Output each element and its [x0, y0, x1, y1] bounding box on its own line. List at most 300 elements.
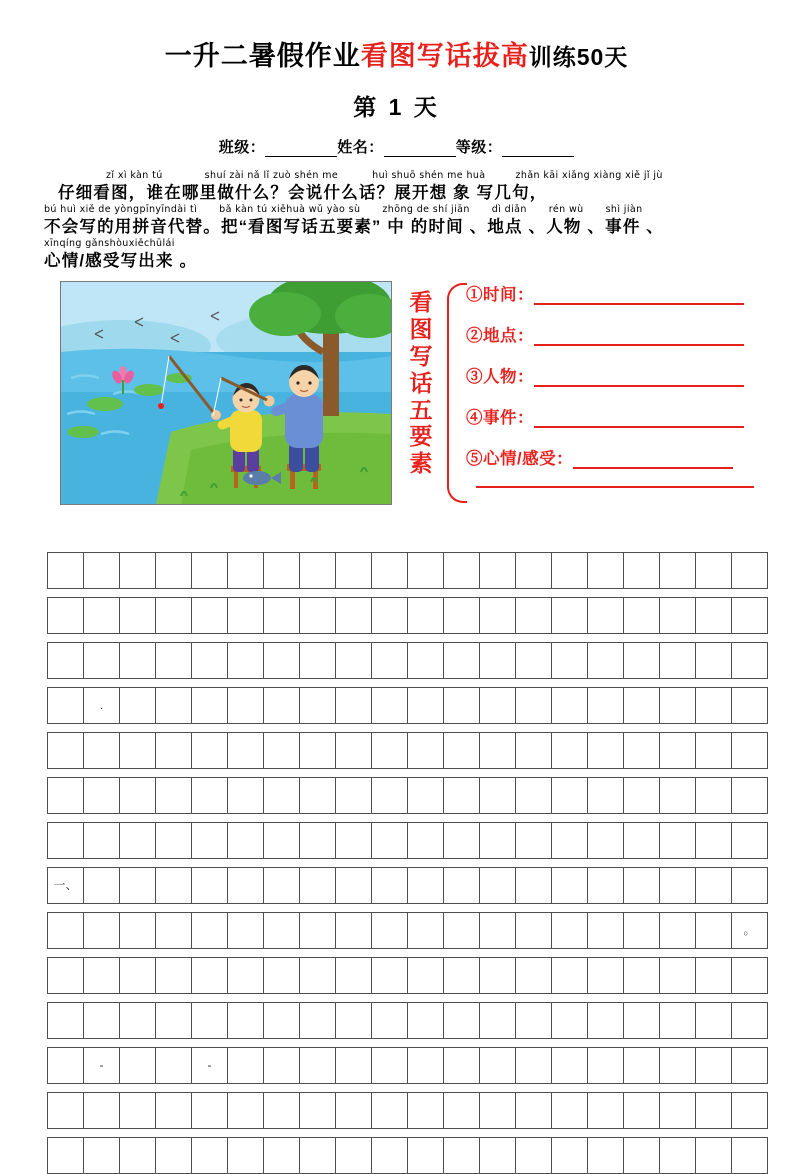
- grid-cell[interactable]: [192, 598, 228, 634]
- grid-cell[interactable]: [300, 1048, 336, 1084]
- grid-cell[interactable]: [408, 958, 444, 994]
- grid-cell[interactable]: [516, 598, 552, 634]
- grid-cell[interactable]: [372, 553, 408, 589]
- grid-cell[interactable]: [696, 778, 732, 814]
- grid-cell[interactable]: [624, 733, 660, 769]
- grid-cell[interactable]: [156, 913, 192, 949]
- grid-cell[interactable]: [48, 553, 84, 589]
- grid-cell[interactable]: [624, 643, 660, 679]
- grid-cell[interactable]: [588, 598, 624, 634]
- grid-cell[interactable]: [552, 1138, 588, 1174]
- grid-cell[interactable]: [84, 958, 120, 994]
- grid-cell[interactable]: [156, 778, 192, 814]
- grid-cell[interactable]: [660, 688, 696, 724]
- grid-cell[interactable]: [372, 958, 408, 994]
- grid-cell[interactable]: [660, 913, 696, 949]
- grid-cell[interactable]: [516, 643, 552, 679]
- grid-cell[interactable]: [84, 778, 120, 814]
- grid-cell[interactable]: [120, 553, 156, 589]
- grid-cell[interactable]: [192, 733, 228, 769]
- grid-cell[interactable]: [228, 1048, 264, 1084]
- grid-cell[interactable]: [264, 958, 300, 994]
- grid-cell[interactable]: [156, 958, 192, 994]
- element-blank-place[interactable]: [534, 328, 744, 346]
- grid-cell[interactable]: [48, 823, 84, 859]
- grid-cell[interactable]: [48, 958, 84, 994]
- grid-cell[interactable]: [696, 1138, 732, 1174]
- grid-cell[interactable]: [120, 778, 156, 814]
- grid-cell[interactable]: [516, 1093, 552, 1129]
- grid-cell[interactable]: [516, 688, 552, 724]
- grid-cell[interactable]: [588, 913, 624, 949]
- grid-cell[interactable]: [84, 1093, 120, 1129]
- grid-cell[interactable]: [48, 1048, 84, 1084]
- grid-cell[interactable]: [624, 1093, 660, 1129]
- grid-cell[interactable]: [48, 688, 84, 724]
- table-row[interactable]: [48, 1138, 768, 1174]
- grid-cell[interactable]: [192, 1003, 228, 1039]
- grid-cell[interactable]: [120, 958, 156, 994]
- grid-cell[interactable]: [588, 733, 624, 769]
- grid-cell[interactable]: [624, 913, 660, 949]
- grid-cell[interactable]: [516, 733, 552, 769]
- grid-cell[interactable]: [516, 958, 552, 994]
- grid-cell[interactable]: [588, 823, 624, 859]
- grid-cell[interactable]: [444, 598, 480, 634]
- grid-cell[interactable]: [408, 1138, 444, 1174]
- grid-cell[interactable]: [336, 1093, 372, 1129]
- grid-cell[interactable]: [300, 1093, 336, 1129]
- grid-cell[interactable]: [228, 868, 264, 904]
- grid-cell[interactable]: [264, 1138, 300, 1174]
- grid-cell[interactable]: [696, 733, 732, 769]
- grid-cell[interactable]: [660, 823, 696, 859]
- grid-cell[interactable]: [264, 823, 300, 859]
- grid-cell[interactable]: [624, 868, 660, 904]
- grid-cell[interactable]: [732, 958, 768, 994]
- grid-cell[interactable]: [696, 868, 732, 904]
- grid-cell[interactable]: [696, 913, 732, 949]
- grid-cell[interactable]: [732, 868, 768, 904]
- grid-cell[interactable]: [552, 913, 588, 949]
- grid-cell[interactable]: [588, 958, 624, 994]
- grid-cell[interactable]: [156, 1003, 192, 1039]
- grid-cell[interactable]: [480, 598, 516, 634]
- grid-cell[interactable]: [228, 1093, 264, 1129]
- table-row[interactable]: [48, 913, 768, 949]
- grid-cell[interactable]: [552, 778, 588, 814]
- grid-cell[interactable]: [336, 1138, 372, 1174]
- grid-cell[interactable]: [408, 823, 444, 859]
- grid-cell[interactable]: [120, 1003, 156, 1039]
- table-row[interactable]: [48, 688, 768, 724]
- grid-cell[interactable]: [84, 688, 120, 724]
- grid-cell[interactable]: [336, 688, 372, 724]
- grid-cell[interactable]: [84, 1048, 120, 1084]
- writing-grid[interactable]: [47, 552, 756, 1174]
- grid-cell[interactable]: [336, 733, 372, 769]
- grid-cell[interactable]: [408, 688, 444, 724]
- grid-cell[interactable]: [588, 1003, 624, 1039]
- grid-cell[interactable]: [660, 1138, 696, 1174]
- grid-cell[interactable]: [660, 643, 696, 679]
- grid-cell[interactable]: [372, 868, 408, 904]
- grid-cell[interactable]: [192, 643, 228, 679]
- table-row[interactable]: [48, 643, 768, 679]
- grid-cell[interactable]: [120, 733, 156, 769]
- grid-cell[interactable]: [228, 778, 264, 814]
- grid-cell[interactable]: [624, 598, 660, 634]
- grid-cell[interactable]: [120, 1093, 156, 1129]
- grid-cell[interactable]: [120, 868, 156, 904]
- grid-cell[interactable]: [552, 1048, 588, 1084]
- grid-cell[interactable]: [48, 868, 84, 904]
- grid-cell[interactable]: [48, 598, 84, 634]
- grid-cell[interactable]: [120, 643, 156, 679]
- table-row[interactable]: [48, 958, 768, 994]
- grid-cell[interactable]: [516, 823, 552, 859]
- grid-cell[interactable]: [120, 913, 156, 949]
- grid-cell[interactable]: [588, 778, 624, 814]
- grid-cell[interactable]: [120, 1048, 156, 1084]
- grid-cell[interactable]: [552, 958, 588, 994]
- grid-cell[interactable]: [192, 1138, 228, 1174]
- grid-cell[interactable]: [156, 1093, 192, 1129]
- grid-cell[interactable]: [444, 913, 480, 949]
- grid-cell[interactable]: [444, 688, 480, 724]
- grid-cell[interactable]: [516, 1003, 552, 1039]
- grid-cell[interactable]: [84, 868, 120, 904]
- grid-cell[interactable]: [552, 1003, 588, 1039]
- grid-cell[interactable]: [192, 868, 228, 904]
- grid-cell[interactable]: [732, 778, 768, 814]
- table-row[interactable]: [48, 553, 768, 589]
- grid-cell[interactable]: [228, 823, 264, 859]
- grid-cell[interactable]: [408, 553, 444, 589]
- grade-blank[interactable]: [502, 141, 574, 157]
- grid-cell[interactable]: [444, 778, 480, 814]
- grid-cell[interactable]: [84, 1003, 120, 1039]
- grid-cell[interactable]: [372, 1093, 408, 1129]
- grid-cell[interactable]: [264, 1048, 300, 1084]
- grid-cell[interactable]: [696, 1048, 732, 1084]
- grid-cell[interactable]: [660, 598, 696, 634]
- grid-cell[interactable]: [624, 778, 660, 814]
- grid-cell[interactable]: [408, 643, 444, 679]
- grid-cell[interactable]: [696, 598, 732, 634]
- grid-cell[interactable]: [588, 1138, 624, 1174]
- grid-cell[interactable]: [156, 1138, 192, 1174]
- grid-cell[interactable]: [120, 598, 156, 634]
- grid-cell[interactable]: [624, 688, 660, 724]
- grid-cell[interactable]: [444, 868, 480, 904]
- grid-cell[interactable]: [696, 553, 732, 589]
- grid-cell[interactable]: [588, 688, 624, 724]
- grid-cell[interactable]: [732, 688, 768, 724]
- grid-cell[interactable]: [264, 643, 300, 679]
- grid-cell[interactable]: [300, 598, 336, 634]
- grid-cell[interactable]: [660, 868, 696, 904]
- grid-cell[interactable]: [228, 553, 264, 589]
- grid-cell[interactable]: [264, 553, 300, 589]
- grid-cell[interactable]: [48, 1003, 84, 1039]
- grid-cell[interactable]: [84, 823, 120, 859]
- grid-cell[interactable]: [300, 1003, 336, 1039]
- grid-cell[interactable]: [336, 823, 372, 859]
- grid-cell[interactable]: [552, 733, 588, 769]
- grid-cell[interactable]: [156, 553, 192, 589]
- grid-cell[interactable]: [660, 1048, 696, 1084]
- grid-cell[interactable]: [624, 1048, 660, 1084]
- grid-cell[interactable]: [336, 1048, 372, 1084]
- grid-cell[interactable]: [480, 778, 516, 814]
- grid-cell[interactable]: [192, 1093, 228, 1129]
- grid-cell[interactable]: [84, 598, 120, 634]
- grid-cell[interactable]: [660, 778, 696, 814]
- grid-cell[interactable]: [552, 1093, 588, 1129]
- element-blank-feeling[interactable]: [573, 451, 733, 469]
- table-row[interactable]: [48, 1048, 768, 1084]
- grid-cell[interactable]: [300, 778, 336, 814]
- grid-cell[interactable]: [732, 1048, 768, 1084]
- element-blank-time[interactable]: [534, 287, 744, 305]
- grid-cell[interactable]: [228, 733, 264, 769]
- grid-cell[interactable]: [228, 958, 264, 994]
- grid-cell[interactable]: [444, 823, 480, 859]
- grid-cell[interactable]: [696, 958, 732, 994]
- grid-cell[interactable]: [228, 1003, 264, 1039]
- grid-cell[interactable]: [264, 1093, 300, 1129]
- grid-cell[interactable]: [552, 553, 588, 589]
- grid-cell[interactable]: [336, 868, 372, 904]
- name-blank[interactable]: [384, 141, 456, 157]
- grid-cell[interactable]: [444, 958, 480, 994]
- element-blank-feeling-overflow[interactable]: [476, 486, 754, 488]
- grid-cell[interactable]: [552, 868, 588, 904]
- grid-cell[interactable]: [156, 733, 192, 769]
- grid-cell[interactable]: [336, 553, 372, 589]
- grid-cell[interactable]: [444, 733, 480, 769]
- grid-cell[interactable]: [372, 643, 408, 679]
- grid-cell[interactable]: [372, 1048, 408, 1084]
- grid-cell[interactable]: [516, 913, 552, 949]
- writing-grid-table[interactable]: [47, 552, 768, 1174]
- grid-cell[interactable]: [300, 823, 336, 859]
- grid-cell[interactable]: [588, 553, 624, 589]
- grid-cell[interactable]: [84, 1138, 120, 1174]
- grid-cell[interactable]: [336, 1003, 372, 1039]
- grid-cell[interactable]: [156, 598, 192, 634]
- grid-cell[interactable]: [372, 823, 408, 859]
- grid-cell[interactable]: [552, 688, 588, 724]
- grid-cell[interactable]: [48, 1093, 84, 1129]
- grid-cell[interactable]: [444, 1093, 480, 1129]
- grid-cell[interactable]: [516, 1048, 552, 1084]
- grid-cell[interactable]: [84, 553, 120, 589]
- grid-cell[interactable]: [336, 598, 372, 634]
- grid-cell[interactable]: [732, 1093, 768, 1129]
- grid-cell[interactable]: [372, 688, 408, 724]
- grid-cell[interactable]: [480, 688, 516, 724]
- grid-cell[interactable]: [732, 1138, 768, 1174]
- grid-cell[interactable]: [408, 868, 444, 904]
- grid-cell[interactable]: [48, 1138, 84, 1174]
- grid-cell[interactable]: [192, 553, 228, 589]
- grid-cell[interactable]: [48, 778, 84, 814]
- grid-cell[interactable]: [156, 823, 192, 859]
- grid-cell[interactable]: [192, 823, 228, 859]
- grid-cell[interactable]: [192, 958, 228, 994]
- element-blank-people[interactable]: [534, 369, 744, 387]
- grid-cell[interactable]: [300, 868, 336, 904]
- grid-cell[interactable]: [192, 778, 228, 814]
- grid-cell[interactable]: [552, 823, 588, 859]
- grid-cell[interactable]: [120, 823, 156, 859]
- grid-cell[interactable]: [660, 1093, 696, 1129]
- grid-cell[interactable]: [552, 598, 588, 634]
- grid-cell[interactable]: [264, 688, 300, 724]
- grid-cell[interactable]: [660, 958, 696, 994]
- grid-cell[interactable]: [264, 913, 300, 949]
- grid-cell[interactable]: [588, 1093, 624, 1129]
- grid-cell[interactable]: [336, 958, 372, 994]
- grid-cell[interactable]: [264, 778, 300, 814]
- grid-cell[interactable]: [624, 1003, 660, 1039]
- grid-cell[interactable]: [300, 643, 336, 679]
- grid-cell[interactable]: [408, 733, 444, 769]
- grid-cell[interactable]: [300, 688, 336, 724]
- grid-cell[interactable]: [732, 1003, 768, 1039]
- grid-cell[interactable]: [516, 1138, 552, 1174]
- grid-cell[interactable]: [516, 778, 552, 814]
- grid-cell[interactable]: [372, 733, 408, 769]
- grid-cell[interactable]: [372, 778, 408, 814]
- grid-cell[interactable]: [732, 733, 768, 769]
- grid-cell[interactable]: [300, 553, 336, 589]
- grid-cell[interactable]: [336, 913, 372, 949]
- grid-cell[interactable]: [156, 868, 192, 904]
- grid-cell[interactable]: [732, 553, 768, 589]
- table-row[interactable]: [48, 823, 768, 859]
- table-row[interactable]: [48, 1093, 768, 1129]
- grid-cell[interactable]: [444, 1048, 480, 1084]
- grid-cell[interactable]: [228, 598, 264, 634]
- grid-cell[interactable]: [624, 1138, 660, 1174]
- grid-cell[interactable]: [480, 643, 516, 679]
- grid-cell[interactable]: [588, 643, 624, 679]
- grid-cell[interactable]: [408, 778, 444, 814]
- grid-cell[interactable]: [732, 643, 768, 679]
- grid-cell[interactable]: [192, 688, 228, 724]
- grid-cell[interactable]: [480, 823, 516, 859]
- grid-cell[interactable]: [84, 913, 120, 949]
- grid-cell[interactable]: [120, 1138, 156, 1174]
- grid-cell[interactable]: [444, 1003, 480, 1039]
- grid-cell[interactable]: [696, 688, 732, 724]
- grid-cell[interactable]: [480, 958, 516, 994]
- grid-cell[interactable]: [480, 913, 516, 949]
- grid-cell[interactable]: [84, 643, 120, 679]
- grid-cell[interactable]: [408, 1093, 444, 1129]
- grid-cell[interactable]: [156, 643, 192, 679]
- grid-cell[interactable]: [300, 733, 336, 769]
- grid-cell[interactable]: [480, 553, 516, 589]
- grid-cell[interactable]: [264, 598, 300, 634]
- grid-cell[interactable]: [516, 553, 552, 589]
- grid-cell[interactable]: [696, 1003, 732, 1039]
- grid-cell[interactable]: [660, 553, 696, 589]
- grid-cell[interactable]: [84, 733, 120, 769]
- grid-cell[interactable]: [732, 823, 768, 859]
- grid-cell[interactable]: [156, 688, 192, 724]
- grid-cell[interactable]: [300, 1138, 336, 1174]
- grid-cell[interactable]: [480, 1003, 516, 1039]
- grid-cell[interactable]: [228, 688, 264, 724]
- class-blank[interactable]: [265, 141, 337, 157]
- grid-cell[interactable]: [408, 1048, 444, 1084]
- grid-cell[interactable]: [732, 913, 768, 949]
- grid-cell[interactable]: [660, 1003, 696, 1039]
- grid-cell[interactable]: [120, 688, 156, 724]
- grid-cell[interactable]: [48, 643, 84, 679]
- grid-cell[interactable]: [552, 643, 588, 679]
- grid-cell[interactable]: [300, 913, 336, 949]
- grid-cell[interactable]: [480, 1093, 516, 1129]
- grid-cell[interactable]: [444, 643, 480, 679]
- grid-cell[interactable]: [192, 913, 228, 949]
- grid-cell[interactable]: [264, 1003, 300, 1039]
- grid-cell[interactable]: [264, 733, 300, 769]
- table-row[interactable]: [48, 598, 768, 634]
- grid-cell[interactable]: [696, 643, 732, 679]
- grid-cell[interactable]: [336, 643, 372, 679]
- grid-cell[interactable]: [228, 913, 264, 949]
- grid-cell[interactable]: [264, 868, 300, 904]
- grid-cell[interactable]: [372, 598, 408, 634]
- table-row[interactable]: [48, 1003, 768, 1039]
- grid-cell[interactable]: [192, 1048, 228, 1084]
- grid-cell[interactable]: [480, 1138, 516, 1174]
- grid-cell[interactable]: [624, 823, 660, 859]
- grid-cell[interactable]: [228, 643, 264, 679]
- grid-cell[interactable]: [588, 868, 624, 904]
- grid-cell[interactable]: [372, 1003, 408, 1039]
- grid-cell[interactable]: [660, 733, 696, 769]
- grid-cell[interactable]: [696, 1093, 732, 1129]
- grid-cell[interactable]: [444, 553, 480, 589]
- grid-cell[interactable]: [48, 913, 84, 949]
- grid-cell[interactable]: [372, 1138, 408, 1174]
- grid-cell[interactable]: [696, 823, 732, 859]
- grid-cell[interactable]: [480, 733, 516, 769]
- grid-cell[interactable]: [48, 733, 84, 769]
- grid-cell[interactable]: [624, 553, 660, 589]
- table-row[interactable]: [48, 778, 768, 814]
- grid-cell[interactable]: [408, 913, 444, 949]
- grid-cell[interactable]: [516, 868, 552, 904]
- grid-cell[interactable]: [336, 778, 372, 814]
- table-row[interactable]: [48, 733, 768, 769]
- grid-cell[interactable]: [624, 958, 660, 994]
- grid-cell[interactable]: [156, 1048, 192, 1084]
- grid-cell[interactable]: [732, 598, 768, 634]
- grid-cell[interactable]: [408, 1003, 444, 1039]
- grid-cell[interactable]: [408, 598, 444, 634]
- element-blank-event[interactable]: [534, 410, 744, 428]
- table-row[interactable]: [48, 868, 768, 904]
- grid-cell[interactable]: [588, 1048, 624, 1084]
- grid-cell[interactable]: [480, 1048, 516, 1084]
